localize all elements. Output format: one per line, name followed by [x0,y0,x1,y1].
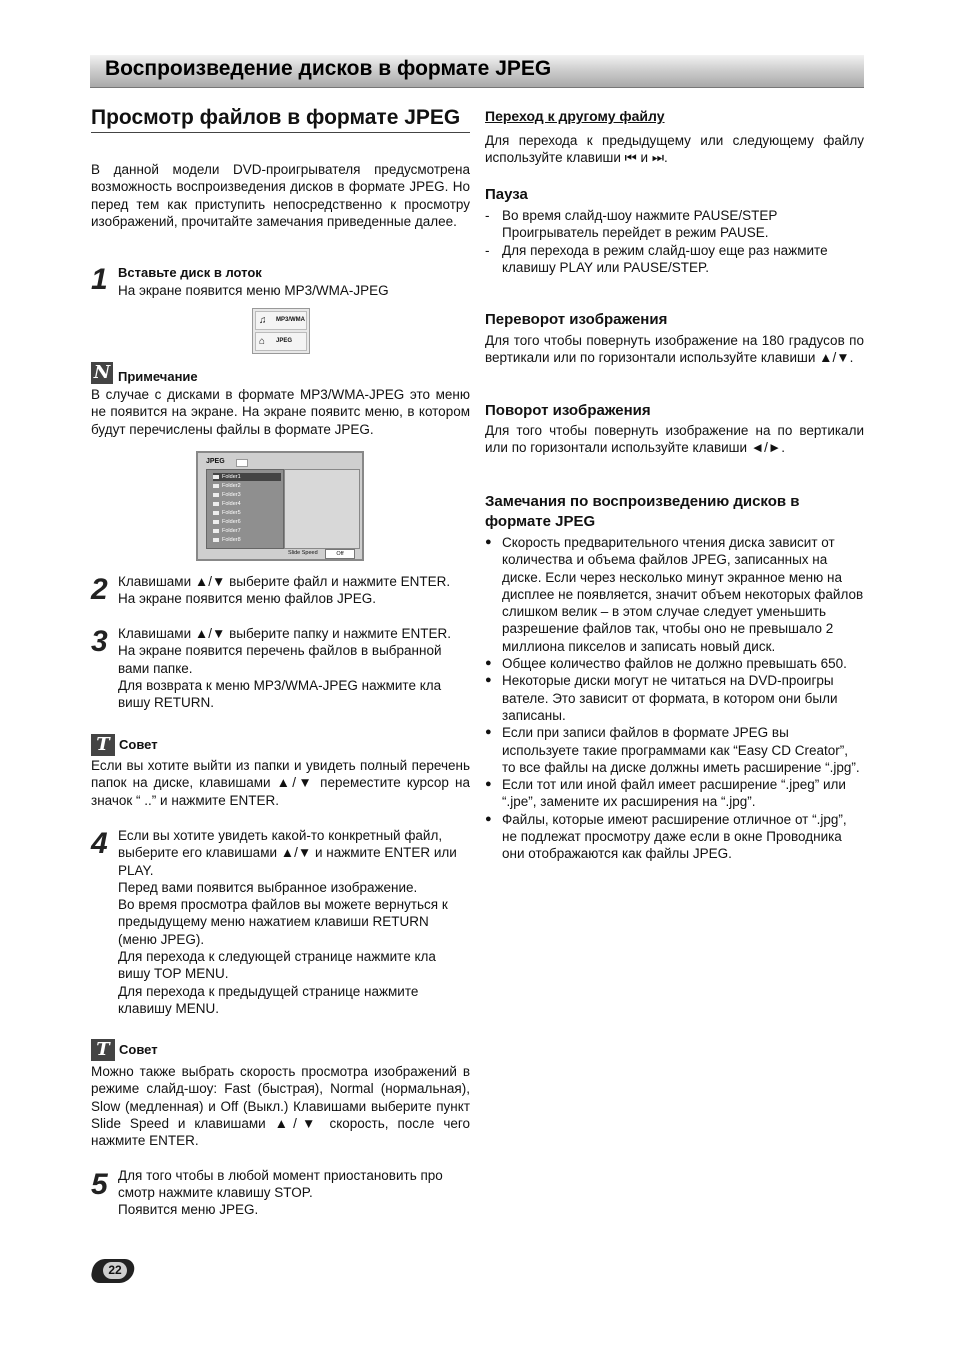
list-item [213,527,281,535]
folder-icon [213,529,219,533]
folder-icon [213,511,219,515]
step-1-title: Вставьте диск в лоток [118,265,262,280]
step-1-text: На экране появится меню MP3/WMA-JPEG [118,283,389,298]
section-title: Воспроизведение дисков в формате JPEG [105,57,552,80]
rotate-heading: Поворот изображения [485,402,651,419]
list-item: ● Общее количество файлов не должно превышать 650. [485,655,864,672]
pause-list [485,207,864,276]
browser-header: JPEG [206,458,225,465]
folder-label: Folder2 [222,483,241,489]
menu-item-jpeg [255,332,307,351]
step-2-number: 2 [91,573,108,606]
step-4-text-2: Перед вами появится выбранное изображение. [118,880,418,895]
folder-icon [213,502,219,506]
list-item [213,491,281,499]
step-5-text: Для того чтобы в любой момент приостановить про смотр нажмите клавишу STOP. [118,1168,443,1201]
list-item [213,500,281,508]
tip-icon: T [91,734,115,756]
step-3-number: 3 [91,625,108,658]
flip-text: Для того чтобы повернуть изображение на 180 градусов по вертикали или по горизонтали используйте клавиши ▲/▼. [485,333,864,366]
list-item: ● Если тот или иной файл имеет расширение “.jpeg” или “.jpe”, замените их расширения на “.jpg”. [485,776,864,811]
list-item: ● Если при записи файлов в формате JPEG вы используете такие программами как “Easy CD Creator”, то все файлы на диске должны иметь расширение “.jpg”. [485,724,864,776]
tip-icon: T [91,1039,115,1061]
step-5-text-2: Появится меню JPEG. [118,1202,259,1217]
page-title: Просмотр файлов в формате JPEG [91,106,470,133]
remarks-list [485,534,864,863]
slide-speed-label: Slide Speed [288,550,318,556]
step-4-text: Если вы хотите увидеть какой-то конкретный файл, выберите его клавишами ▲/▼ и нажмите ENTER или PLAY. [118,828,457,878]
browser-header-box [236,459,248,467]
step-4-text-3: Во время просмотра файлов вы можете вернуться к предыдущему меню нажатием клавиши RETURN (меню JPEG). [118,897,448,947]
goto-file-heading: Переход к другому файлу [485,108,665,124]
folder-icon [213,475,219,479]
folder-icon [213,484,219,488]
list-item: ● Файлы, которые имеют расширение отличное от “.jpg”, не подлежат просмотру даже если в окне Проводника они отображаются как файлы JPEG. [485,811,864,863]
step-4-text-4: Для перехода к следующей странице нажмите кла вишу TOP MENU. [118,949,436,982]
folder-label: Folder5 [222,510,241,516]
tip-1-label: Совет [119,737,158,752]
flip-heading: Переворот изображения [485,311,668,328]
browser-preview-panel [284,469,360,549]
section-banner [90,55,864,88]
list-item [213,536,281,544]
folder-icon [213,493,219,497]
folder-icon [213,520,219,524]
menu-item-mp3wma-label: MP3/WMA [276,317,305,323]
list-item: - Во время слайд-шоу нажмите PAUSE/STEP Проигрыватель перейдет в режим PAUSE. [485,207,864,242]
jpeg-file-browser-image [196,451,364,561]
list-item: ● Некоторые диски могут не читаться на DVD-проигры вателе. Это зависит от формата, в котором они были записаны. [485,672,864,724]
step-4-number: 4 [91,827,108,860]
menu-item-jpeg-label: JPEG [276,338,293,344]
menu-item-mp3wma [255,311,307,330]
rotate-text: Для того чтобы повернуть изображение на по вертикали или по горизонтали используйте клавиши ◄/►. [485,423,864,456]
tip-1-text: Если вы хотите выйти из папки и увидеть полный перечень папок на диске, клавишами ▲/▼ переместите курсор на значок “ ..” и нажмите ENTER. [91,758,470,808]
mp3-jpeg-menu-image [252,308,310,354]
list-item: ● Скорость предварительного чтения диска зависит от количества и объема файлов JPEG, записанных на диске. Если через несколько минут экранное меню на дисплее не появляется, значит объем некоторых файлов слишком велик – в этом случае следует уменьшить разрешение файлов так, чтобы оно не превышало 2 миллиона пикселов и записать новый диск. [485,534,864,655]
folder-icon [213,538,219,542]
folder-label: Folder1 [222,474,241,480]
step-1-number: 1 [91,263,108,296]
folder-label: Folder4 [222,501,241,507]
folder-label: Folder8 [222,537,241,543]
remarks-heading: Замечания по воспроизведению дисков в формате JPEG [485,493,800,530]
step-3-return-text: Для возврата к меню MP3/WMA-JPEG нажмите кла вишу RETURN. [118,678,442,711]
tip-2-label: Совет [119,1042,158,1057]
step-5-number: 5 [91,1168,108,1201]
step-2-text: Клавишами ▲/▼ выберите файл и нажмите ENTER. На экране появится меню файлов JPEG. [118,574,451,607]
note-label: Примечание [118,369,198,384]
step-3-text: Клавишами ▲/▼ выберите папку и нажмите ENTER. На экране появится перечень файлов в выбранной вами папке. [118,626,451,676]
page-number: 22 [103,1262,127,1279]
music-note-icon: ♫ [259,315,267,326]
note-icon: N [91,362,113,384]
note-text: В случае с дисками в формате MP3/WMA-JPEG это меню не появится на экране. На экране появитс меню, в котором будут перечислены файлы в формате JPEG. [91,387,470,437]
intro-paragraph: В данной модели DVD-проигрывателя предусмотрена возможность воспроизведения дисков в формате JPEG. Но перед тем как приступить непосредственно к просмотру изображений, прочитайте замечания приведенные далее. [91,162,470,229]
list-item: - Для перехода в режим слайд-шоу еще раз нажмите клавишу PLAY или PAUSE/STEP. [485,242,864,277]
folder-label: Folder3 [222,492,241,498]
list-item [213,482,281,490]
folder-label: Folder7 [222,528,241,534]
list-item [213,473,281,481]
pause-heading: Пауза [485,186,528,203]
step-4-text-5: Для перехода к предыдущей странице нажмите клавишу MENU. [118,984,419,1017]
slide-speed-value: Off [325,549,355,559]
folder-label: Folder6 [222,519,241,525]
tip-2-text: Можно также выбрать скорость просмотра изображений в режиме слайд-шоу: Fast (быстрая), Normal (нормальная), Slow (медленная) и Off (Выкл.) Клавишами выберите пункт Slide Speed и клавишами ▲/▼ скорость, после чего нажмите ENTER. [91,1064,470,1149]
image-icon: ⌂ [259,336,266,347]
list-item [213,518,281,526]
browser-folder-panel [206,469,284,549]
goto-file-text: Для перехода к предыдущему или следующему файлу используйте клавиши ⏮ и ⏭. [485,133,864,166]
list-item [213,509,281,517]
